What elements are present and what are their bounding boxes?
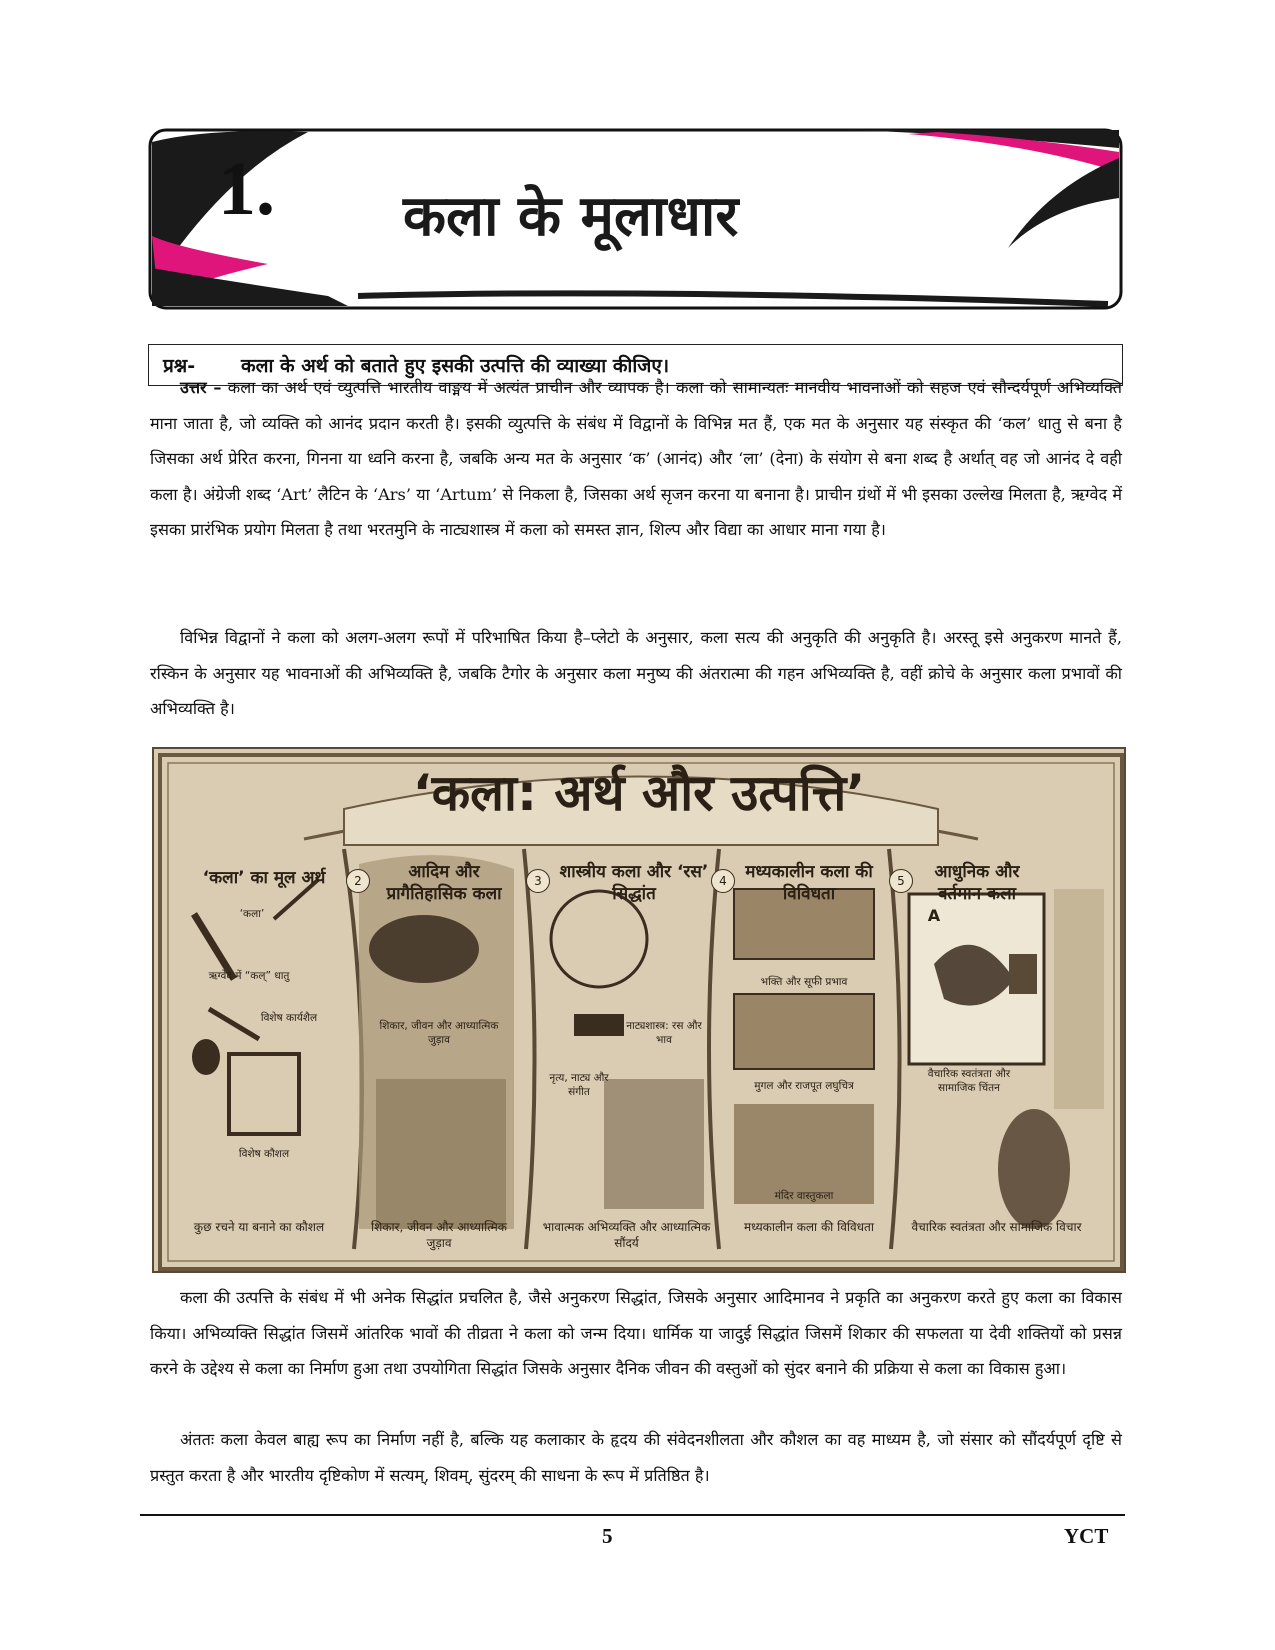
caption-vaicharik: वैचारिक स्वतंत्रता और सामाजिक चिंतन <box>927 1068 1011 1094</box>
chapter-number: 1. <box>218 147 275 231</box>
infographic <box>152 747 1126 1273</box>
answer-paragraph-3: कला की उत्पत्ति के संबंध में भी अनेक सिद्धांत प्रचलित है, जैसे अनुकरण सिद्धांत, जिसके अनुसार आदिमानव ने प्रकृति का अनुकरण करते हुए कला का विकास किया। अभिव्यक्ति सिद्धांत जिसमें आंतरिक भावों की तीव्रता ने कला को जन्म दिया। धार्मिक या जादुई सिद्धांत जिसमें शिकार की सफलता या देवी शक्तियों को प्रसन्न करने के उद्देश्य से कला का निर्माण हुआ तथा उपयोगिता सिद्धांत जिसके अनुसार दैनिक जीवन की वस्तुओं को सुंदर बनाने की प्रक्रिया से कला का विकास हुआ। <box>150 1288 1122 1378</box>
caption-rigveda: ऋग्वेद में “कल्” धातु <box>208 970 290 982</box>
caption-mandir: मंदिर वास्तुकला <box>774 1190 834 1202</box>
answer-text-1: कला का अर्थ एवं व्युत्पत्ति भारतीय वाङ्मय में अत्यंत प्राचीन और व्यापक है। कला को सामान्यतः मानवीय भावनाओं को सहज एवं सौन्दर्यपूर्ण अभिव्यक्ति माना जाता है, जो व्यक्ति को आनंद प्रदान करती है। इसकी व्युत्पत्ति के संबंध में विद्वानों के विभिन्न मत हैं, एक मत के अनुसार यह संस्कृत की ‘कल’ धातु से बना है जिसका अर्थ प्रेरित करना, गिनना या ध्वनि करना है, जबकि अन्य मत के अनुसार ‘क’ (आनंद) और ‘ला’ (देना) के संयोग से बना शब्द है अर्थात् वह जो आनंद दे वही कला है। अंग्रेजी शब्द ‘Art’ लैटिन के ‘Ars’ या ‘Artum’ से निकला है, जिसका अर्थ सृजन करना या बनाना है। प्राचीन ग्रंथों में भी इसका उल्लेख मिलता है, ऋग्वेद में इसका प्रारंभिक प्रयोग मिलता है तथा भरतमुनि के नाट्यशास्त्र में कला को समस्त ज्ञान, शिल्प और विद्या का आधार माना गया है। <box>150 378 1122 539</box>
answer-label: उत्तर – <box>180 378 222 397</box>
art-mark: A <box>927 906 941 925</box>
answer-paragraph-2: विभिन्न विद्वानों ने कला को अलग-अलग रूपों में परिभाषित किया है–प्लेटो के अनुसार, कला सत्य की अनुकृति की अनुकृति है। अरस्तू इसे अनुकरण मानते हैं, रस्किन के अनुसार यह भावनाओं की अभिव्यक्ति है, जबकि टैगोर के अनुसार कला मनुष्य की अंतरात्मा की गहन अभिव्यक्ति है, वहीं क्रोचे के अनुसार कला प्रभावों की अभिव्यक्ति है। <box>150 628 1122 718</box>
question-label: प्रश्न- <box>163 355 196 377</box>
section-3-heading: शास्त्रीय कला और ‘रस’ सिद्धांत <box>559 862 709 904</box>
section-3-bottom-caption: भावात्मक अभिव्यक्ति और आध्यात्मिक सौंदर्य <box>542 1220 711 1250</box>
section-3-number: 3 <box>526 869 550 893</box>
section-1-bottom-caption: कुछ रचने या बनाने का कौशल <box>193 1220 325 1234</box>
chapter-banner <box>148 128 1123 310</box>
section-4-bottom-caption: मध्यकालीन कला की विविधता <box>744 1220 874 1234</box>
section-2-heading: आदिम और प्रागैतिहासिक कला <box>386 862 502 904</box>
section-5-number: 5 <box>889 869 913 893</box>
caption-kala-word: ‘कला’ <box>239 908 265 920</box>
caption-vishesh-karyashail: विशेष कार्यशैल <box>260 1012 318 1024</box>
caption-nritya: नृत्य, नाट्य और संगीत <box>549 1072 609 1098</box>
section-4-number: 4 <box>711 869 735 893</box>
section-1-heading: ‘कला’ का मूल अर्थ <box>202 868 326 888</box>
answer-paragraph-1 <box>150 370 1122 548</box>
caption-shikar: शिकार, जीवन और आध्यात्मिक जुड़ाव <box>379 1020 499 1046</box>
section-2-bottom-caption: शिकार, जीवन और आध्यात्मिक जुड़ाव <box>370 1220 507 1250</box>
publisher-brand: YCT <box>1064 1524 1109 1548</box>
section-2-number: 2 <box>346 869 370 893</box>
section-5-bottom-caption: वैचारिक स्वतंत्रता और सामाजिक विचार <box>911 1220 1082 1234</box>
page-number: 5 <box>602 1524 613 1548</box>
section-5-heading: आधुनिक और वर्तमान कला <box>934 862 1020 904</box>
chapter-title: कला के मूलाधार <box>403 184 739 249</box>
caption-mughal: मुगल और राजपूत लघुचित्र <box>754 1080 854 1092</box>
caption-vishesh-kaushal: विशेष कौशल <box>238 1148 290 1160</box>
footer-rule <box>140 1514 1125 1516</box>
infographic-title: ‘कला: अर्थ और उत्पत्ति’ <box>412 764 866 822</box>
section-4-heading: मध्यकालीन कला की विविधता <box>745 862 873 904</box>
caption-natyashastra: नाट्यशास्त्र: रस और भाव <box>626 1020 702 1046</box>
caption-bhakti: भक्ति और सूफी प्रभाव <box>760 976 848 988</box>
answer-paragraph-4: अंततः कला केवल बाह्य रूप का निर्माण नहीं है, बल्कि यह कलाकार के हृदय की संवेदनशीलता और कौशल का वह माध्यम है, जो संसार को सौंदर्यपूर्ण दृष्टि से प्रस्तुत करता है और भारतीय दृष्टिकोण में सत्यम्, शिवम्, सुंदरम् की साधना के रूप में प्रतिष्ठित है। <box>150 1430 1122 1485</box>
question-text: कला के अर्थ को बताते हुए इसकी उत्पत्ति की व्याख्या कीजिए। <box>241 355 670 377</box>
